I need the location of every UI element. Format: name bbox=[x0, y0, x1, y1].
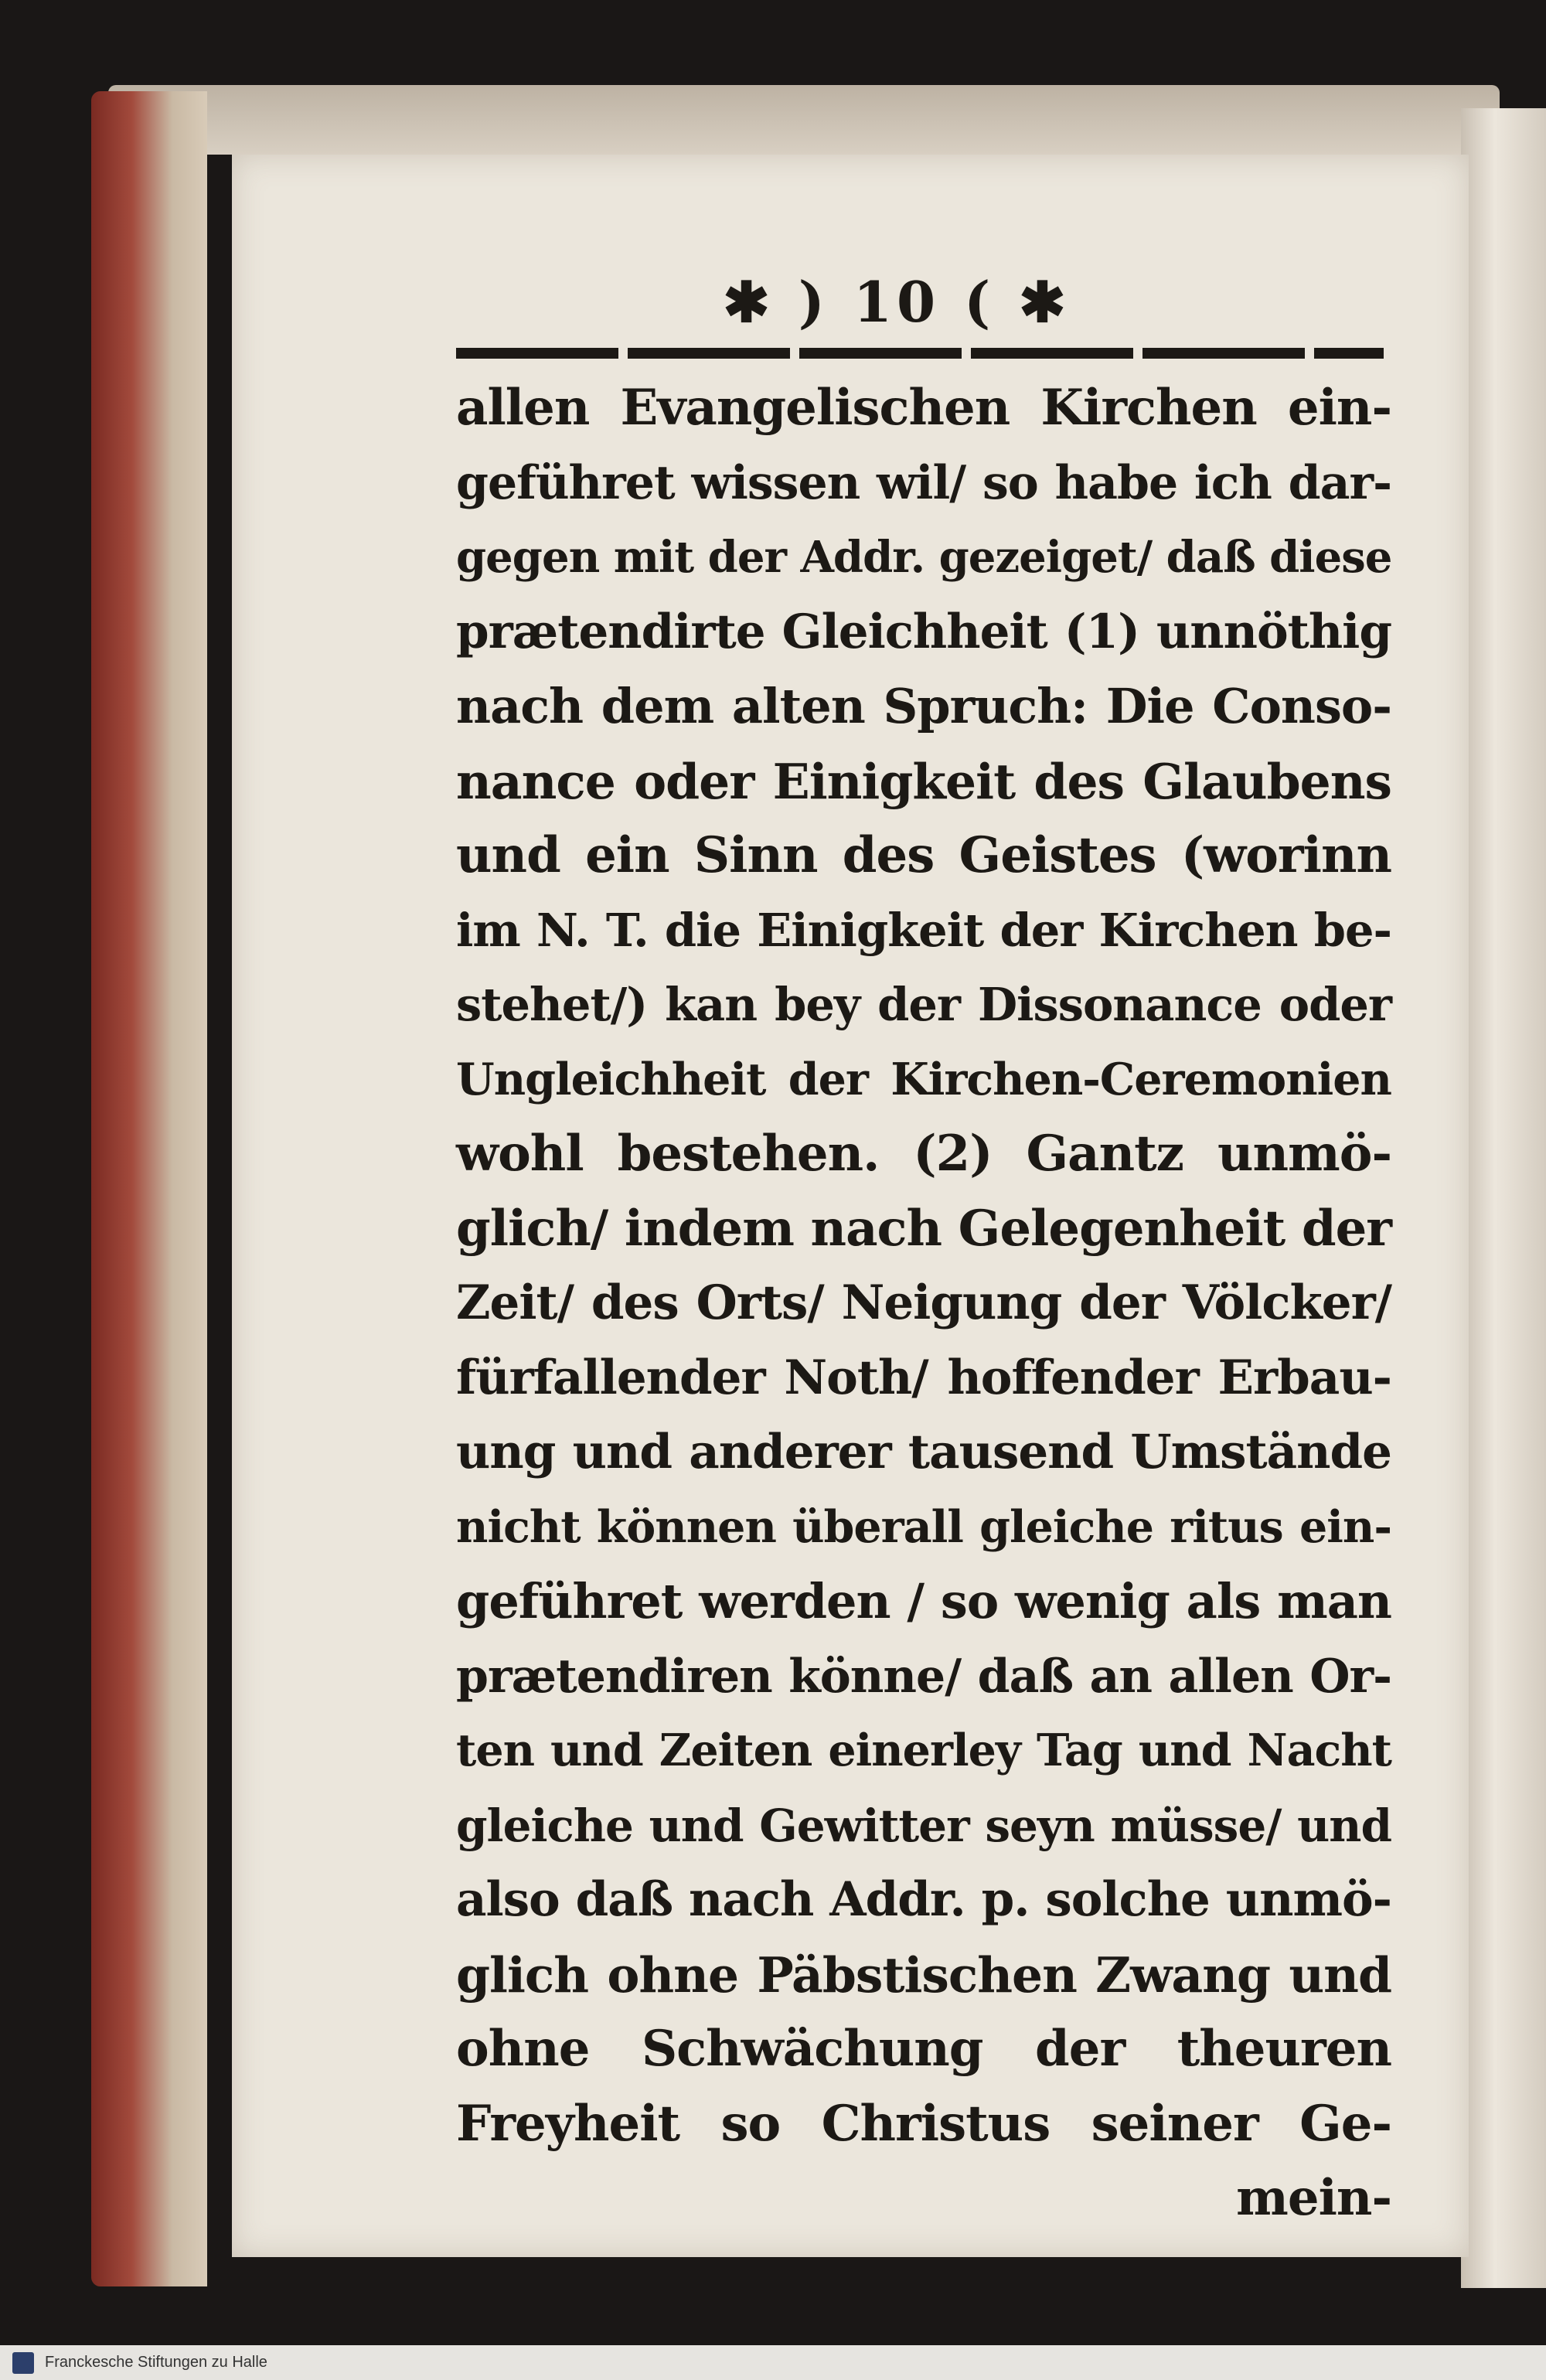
text-line: nance oder Einigkeit des Glaubens bbox=[456, 752, 1391, 810]
text-line: Zeit/ des Orts/ Neigung der Völcker/ bbox=[456, 1275, 1391, 1330]
book-fore-edge bbox=[91, 91, 207, 2286]
text-line: glich/ indem nach Gelegenheit der bbox=[456, 1199, 1391, 1258]
text-line: prætendirte Gleichheit (1) unnöthig bbox=[456, 604, 1391, 659]
catchword: mein- bbox=[1236, 2169, 1391, 2227]
institution-name: Franckesche Stiftungen zu Halle bbox=[45, 2354, 267, 2371]
text-line: prætendiren könne/ daß an allen Or- bbox=[456, 1649, 1391, 1704]
text-line: wohl bestehen. (2) Gantz unmö- bbox=[456, 1125, 1391, 1183]
text-line: fürfallender Noth/ hoffender Erbau- bbox=[456, 1350, 1391, 1405]
book-top-edge bbox=[108, 85, 1500, 155]
text-line: nicht können überall gleiche ritus ein- bbox=[456, 1500, 1391, 1553]
text-line: ung und anderer tausend Umstände bbox=[456, 1425, 1391, 1479]
text-line: und ein Sinn des Geistes (worinn bbox=[456, 826, 1391, 884]
institution-logo-icon bbox=[12, 2352, 34, 2374]
text-line: ten und Zeiten einerley Tag und Nacht bbox=[456, 1725, 1391, 1776]
text-line: gleiche und Gewitter seyn müsse/ und bbox=[456, 1799, 1391, 1852]
text-line: im N. T. die Einigkeit der Kirchen be- bbox=[456, 903, 1391, 957]
text-line: Freyheit so Christus seiner Ge- bbox=[456, 2094, 1391, 2153]
text-line: Ungleichheit der Kirchen-Ceremonien bbox=[456, 1053, 1391, 1105]
text-line: geführet werden / so wenig als man bbox=[456, 1573, 1391, 1629]
facing-page-edge bbox=[1461, 108, 1546, 2288]
text-line: geführet wissen wil/ so habe ich dar- bbox=[456, 455, 1391, 510]
text-line: ohne Schwächung der theuren bbox=[456, 2020, 1391, 2078]
text-line: stehet/) kan bey der Dissonance oder bbox=[456, 978, 1391, 1031]
text-line: gegen mit der Addr. gezeiget/ daß diese bbox=[456, 532, 1392, 583]
text-line: nach dem alten Spruch: Die Conso- bbox=[456, 678, 1391, 734]
page-header: ✱ ) 10 ( ✱ bbox=[723, 268, 1071, 335]
header-rule bbox=[456, 348, 1384, 359]
text-line: glich ohne Päbstischen Zwang und bbox=[456, 1946, 1391, 2004]
text-line: also daß nach Addr. p. solche unmö- bbox=[456, 1872, 1391, 1927]
page-body bbox=[456, 371, 1391, 2236]
text-line: allen Evangelischen Kirchen ein- bbox=[456, 379, 1391, 437]
viewer-footer bbox=[0, 2345, 1546, 2380]
